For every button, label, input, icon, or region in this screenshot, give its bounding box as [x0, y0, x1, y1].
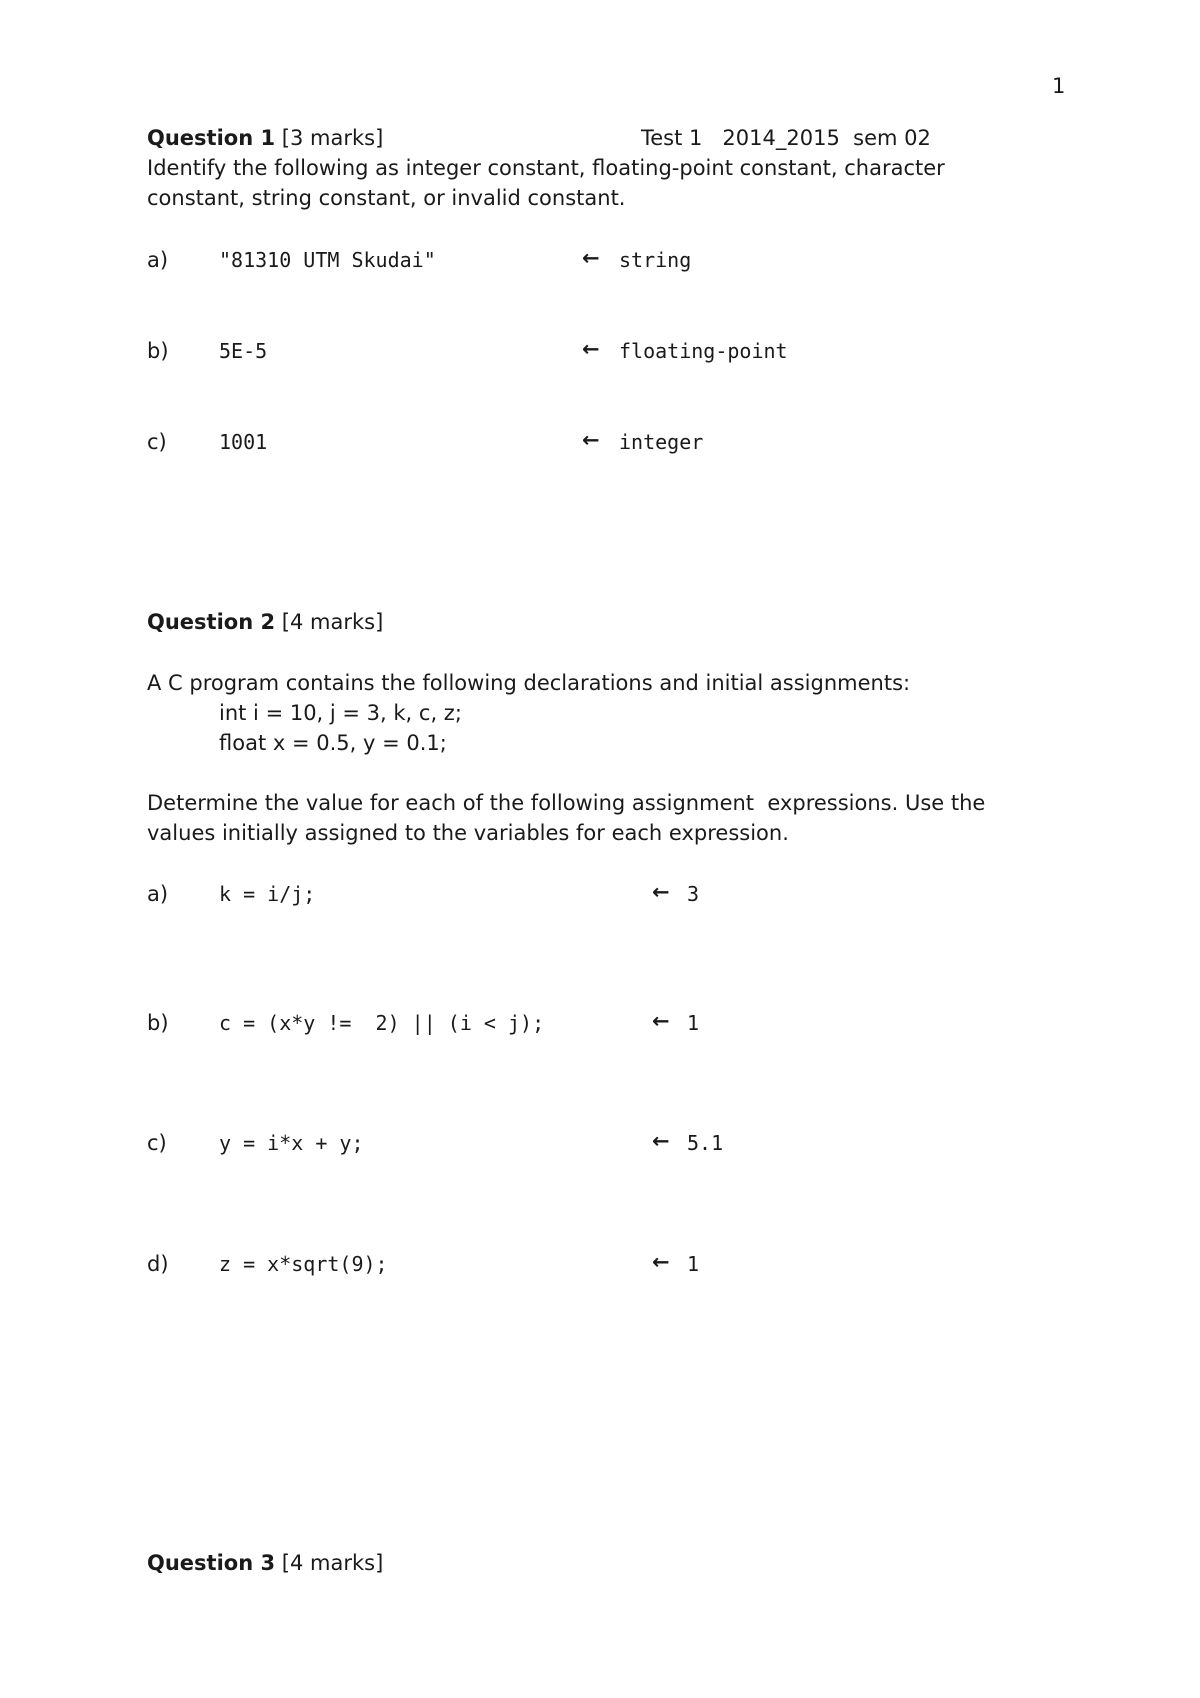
q1-item-a-answer: string: [619, 248, 692, 272]
left-arrow-icon: ←: [652, 880, 670, 904]
q2-item-c-label: c): [147, 1131, 167, 1155]
q2-item-d-answer: 1: [687, 1252, 700, 1276]
q2-item-b-label: b): [147, 1011, 169, 1035]
question-2-declaration-int: int i = 10, j = 3, k, c, z;: [219, 701, 462, 725]
q1-item-c-expr: 1001: [219, 430, 268, 454]
left-arrow-icon: ←: [652, 1129, 670, 1153]
q2-item-c-expr: y = i*x + y;: [219, 1131, 364, 1155]
question-2-title: Question 2: [147, 610, 276, 634]
left-arrow-icon: ←: [652, 1250, 670, 1274]
page-number: 1: [1052, 74, 1066, 98]
q1-item-c-answer: integer: [619, 430, 704, 454]
left-arrow-icon: ←: [582, 246, 600, 270]
q1-item-b-answer: floating-point: [619, 339, 788, 363]
question-1-instructions-line1: Identify the following as integer constant, floating-point constant, character: [147, 156, 945, 180]
question-2-declaration-float: float x = 0.5, y = 0.1;: [219, 731, 447, 755]
q2-item-b-expr: c = (x*y != 2) || (i < j);: [219, 1011, 545, 1035]
q2-item-a-label: a): [147, 882, 169, 906]
left-arrow-icon: ←: [582, 337, 600, 361]
question-1-instructions-line2: constant, string constant, or invalid constant.: [147, 186, 626, 210]
left-arrow-icon: ←: [652, 1009, 670, 1033]
question-2-intro: A C program contains the following declarations and initial assignments:: [147, 671, 911, 695]
q1-item-b-expr: 5E-5: [219, 339, 268, 363]
q1-item-b-label: b): [147, 339, 169, 363]
question-3-heading: [147, 1553, 383, 1574]
q2-item-d-label: d): [147, 1252, 169, 1276]
q2-item-c-answer: 5.1: [687, 1131, 724, 1155]
q1-item-a-expr: "81310 UTM Skudai": [219, 248, 436, 272]
question-2-heading: [147, 612, 383, 633]
q2-item-a-answer: 3: [687, 882, 700, 906]
q2-item-b-answer: 1: [687, 1011, 700, 1035]
question-2-determine-line1: Determine the value for each of the following assignment expressions. Use the: [147, 791, 986, 815]
q2-item-d-expr: z = x*sqrt(9);: [219, 1252, 388, 1276]
question-1-title: Question 1: [147, 126, 276, 150]
left-arrow-icon: ←: [582, 428, 600, 452]
question-2-determine-line2: values initially assigned to the variables for each expression.: [147, 821, 789, 845]
question-3-marks: [4 marks]: [281, 1551, 384, 1575]
test-header: Test 1 2014_2015 sem 02: [641, 126, 931, 150]
q1-item-a-label: a): [147, 248, 169, 272]
question-1-heading: [147, 128, 383, 149]
question-3-title: Question 3: [147, 1551, 276, 1575]
question-1-marks: [3 marks]: [281, 126, 384, 150]
q1-item-c-label: c): [147, 430, 167, 454]
question-2-marks: [4 marks]: [281, 610, 384, 634]
q2-item-a-expr: k = i/j;: [219, 882, 316, 906]
